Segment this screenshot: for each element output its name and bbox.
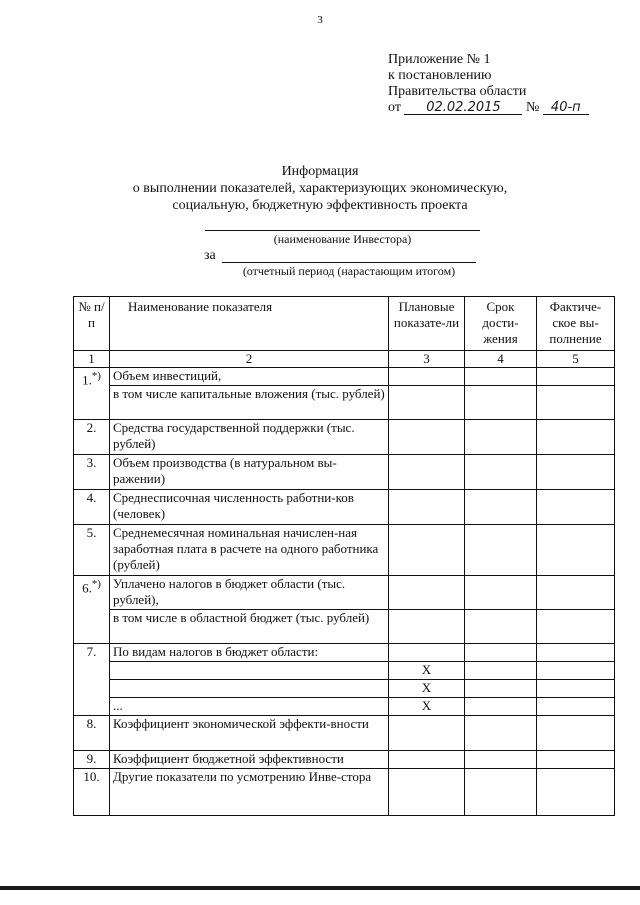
fact-cell[interactable] bbox=[537, 769, 615, 816]
header-fact: Фактиче-ское вы-полнение bbox=[537, 297, 615, 351]
table-row bbox=[74, 420, 615, 455]
term-cell[interactable] bbox=[465, 680, 537, 698]
fact-cell[interactable] bbox=[537, 490, 615, 525]
investor-caption: (наименование Инвестора) bbox=[273, 232, 412, 246]
row-number: 5. bbox=[74, 525, 110, 576]
fact-cell[interactable] bbox=[537, 610, 615, 644]
plan-cell[interactable] bbox=[389, 644, 465, 662]
appendix-line-2: к постановлению bbox=[388, 68, 492, 83]
table-row bbox=[74, 455, 615, 490]
appendix-line-1: Приложение № 1 bbox=[388, 52, 491, 67]
row-number: 7. bbox=[74, 644, 110, 716]
term-cell[interactable] bbox=[465, 751, 537, 769]
term-cell[interactable] bbox=[465, 698, 537, 716]
row-name: Объем производства (в натуральном вы-ражении) bbox=[110, 455, 389, 490]
indicators-table bbox=[73, 296, 615, 816]
fact-cell[interactable] bbox=[537, 455, 615, 490]
term-cell[interactable] bbox=[465, 490, 537, 525]
fact-cell[interactable] bbox=[537, 698, 615, 716]
fact-cell[interactable] bbox=[537, 644, 615, 662]
fact-cell[interactable] bbox=[537, 751, 615, 769]
term-cell[interactable] bbox=[465, 525, 537, 576]
row-name: в том числе в областной бюджет (тыс. рублей) bbox=[110, 610, 389, 644]
tax-type-cell[interactable] bbox=[110, 662, 389, 680]
term-cell[interactable] bbox=[465, 386, 537, 420]
tax-type-ellipsis: ... bbox=[110, 698, 389, 716]
fact-cell[interactable] bbox=[537, 386, 615, 420]
za-label: за bbox=[204, 248, 216, 263]
row-number: 10. bbox=[74, 769, 110, 816]
term-cell[interactable] bbox=[465, 420, 537, 455]
title-line-1: Информация bbox=[281, 164, 359, 179]
appendix-line-3: Правительства области bbox=[388, 84, 527, 99]
fact-cell[interactable] bbox=[537, 576, 615, 610]
colnum-3: 3 bbox=[389, 351, 465, 368]
x-mark: X bbox=[389, 662, 465, 680]
tax-type-cell[interactable] bbox=[110, 680, 389, 698]
term-cell[interactable] bbox=[465, 716, 537, 751]
ot-label: от bbox=[388, 100, 401, 115]
row-number: 6.*) bbox=[74, 576, 110, 644]
term-cell[interactable] bbox=[465, 662, 537, 680]
table-row bbox=[74, 662, 615, 680]
plan-cell[interactable] bbox=[389, 525, 465, 576]
fact-cell[interactable] bbox=[537, 420, 615, 455]
row-name: Среднесписочная численность работни-ков (человек) bbox=[110, 490, 389, 525]
plan-cell[interactable] bbox=[389, 386, 465, 420]
table-row bbox=[74, 610, 615, 644]
row-name: По видам налогов в бюджет области: bbox=[110, 644, 389, 662]
resolution-date: 02.02.2015 bbox=[404, 101, 522, 115]
appendix-block bbox=[388, 52, 589, 116]
document-title bbox=[0, 163, 640, 214]
row-name: Средства государственной поддержки (тыс. рублей) bbox=[110, 420, 389, 455]
row-number: 8. bbox=[74, 716, 110, 751]
fact-cell[interactable] bbox=[537, 680, 615, 698]
row-number: 2. bbox=[74, 420, 110, 455]
fact-cell[interactable] bbox=[537, 525, 615, 576]
row-name: Среднемесячная номинальная начислен-ная заработная плата в расчете на одного работника (рублей) bbox=[110, 525, 389, 576]
plan-cell[interactable] bbox=[389, 420, 465, 455]
row-name: Коэффициент бюджетной эффективности bbox=[110, 751, 389, 769]
title-line-3: социальную, бюджетную эффективность проекта bbox=[172, 198, 468, 213]
term-cell[interactable] bbox=[465, 769, 537, 816]
header-num: № п/п bbox=[74, 297, 110, 351]
fact-cell[interactable] bbox=[537, 662, 615, 680]
term-cell[interactable] bbox=[465, 455, 537, 490]
plan-cell[interactable] bbox=[389, 368, 465, 386]
period-line bbox=[222, 262, 476, 263]
investor-name-line bbox=[205, 230, 480, 231]
colnum-1: 1 bbox=[74, 351, 110, 368]
table-row bbox=[74, 769, 615, 816]
row-name: Объем инвестиций, bbox=[110, 368, 389, 386]
row-number: 1.*) bbox=[74, 368, 110, 420]
term-cell[interactable] bbox=[465, 576, 537, 610]
header-row bbox=[74, 297, 615, 351]
table-row bbox=[74, 368, 615, 386]
fact-cell[interactable] bbox=[537, 368, 615, 386]
table-row bbox=[74, 698, 615, 716]
title-line-2: о выполнении показателей, характеризующих экономическую, bbox=[132, 181, 508, 196]
term-cell[interactable] bbox=[465, 644, 537, 662]
table-row bbox=[74, 751, 615, 769]
page-number: 3 bbox=[317, 14, 323, 26]
plan-cell[interactable] bbox=[389, 769, 465, 816]
plan-cell[interactable] bbox=[389, 455, 465, 490]
colnum-5: 5 bbox=[537, 351, 615, 368]
plan-cell[interactable] bbox=[389, 576, 465, 610]
row-name: Другие показатели по усмотрению Инве-стора bbox=[110, 769, 389, 816]
table-row bbox=[74, 644, 615, 662]
row-number: 4. bbox=[74, 490, 110, 525]
plan-cell[interactable] bbox=[389, 751, 465, 769]
plan-cell[interactable] bbox=[389, 716, 465, 751]
table-row bbox=[74, 716, 615, 751]
x-mark: X bbox=[389, 680, 465, 698]
period-caption: (отчетный период (нарастающим итогом) bbox=[242, 264, 456, 278]
header-name: Наименование показателя bbox=[110, 297, 389, 351]
number-label: № bbox=[525, 100, 540, 115]
term-cell[interactable] bbox=[465, 610, 537, 644]
plan-cell[interactable] bbox=[389, 490, 465, 525]
colnum-2: 2 bbox=[110, 351, 389, 368]
column-number-row bbox=[74, 351, 615, 368]
header-term: Срок дости-жения bbox=[465, 297, 537, 351]
row-name: Коэффициент экономической эффекти-вности bbox=[110, 716, 389, 751]
footnote-mark: *) bbox=[91, 578, 101, 590]
colnum-4: 4 bbox=[465, 351, 537, 368]
footnote-mark: *) bbox=[91, 370, 101, 382]
table-row bbox=[74, 525, 615, 576]
table-row bbox=[74, 386, 615, 420]
table-row bbox=[74, 680, 615, 698]
appendix-date-line bbox=[388, 100, 589, 116]
row-number: 3. bbox=[74, 455, 110, 490]
resolution-number: 40-п bbox=[543, 101, 589, 115]
x-mark: X bbox=[389, 698, 465, 716]
row-name: Уплачено налогов в бюджет области (тыс. рублей), bbox=[110, 576, 389, 610]
row-name: в том числе капитальные вложения (тыс. рублей) bbox=[110, 386, 389, 420]
plan-cell[interactable] bbox=[389, 610, 465, 644]
term-cell[interactable] bbox=[465, 368, 537, 386]
header-plan: Плановые показате-ли bbox=[389, 297, 465, 351]
row-number: 9. bbox=[74, 751, 110, 769]
table-row bbox=[74, 490, 615, 525]
fact-cell[interactable] bbox=[537, 716, 615, 751]
page-bottom-rule bbox=[0, 886, 640, 890]
table-row bbox=[74, 576, 615, 610]
